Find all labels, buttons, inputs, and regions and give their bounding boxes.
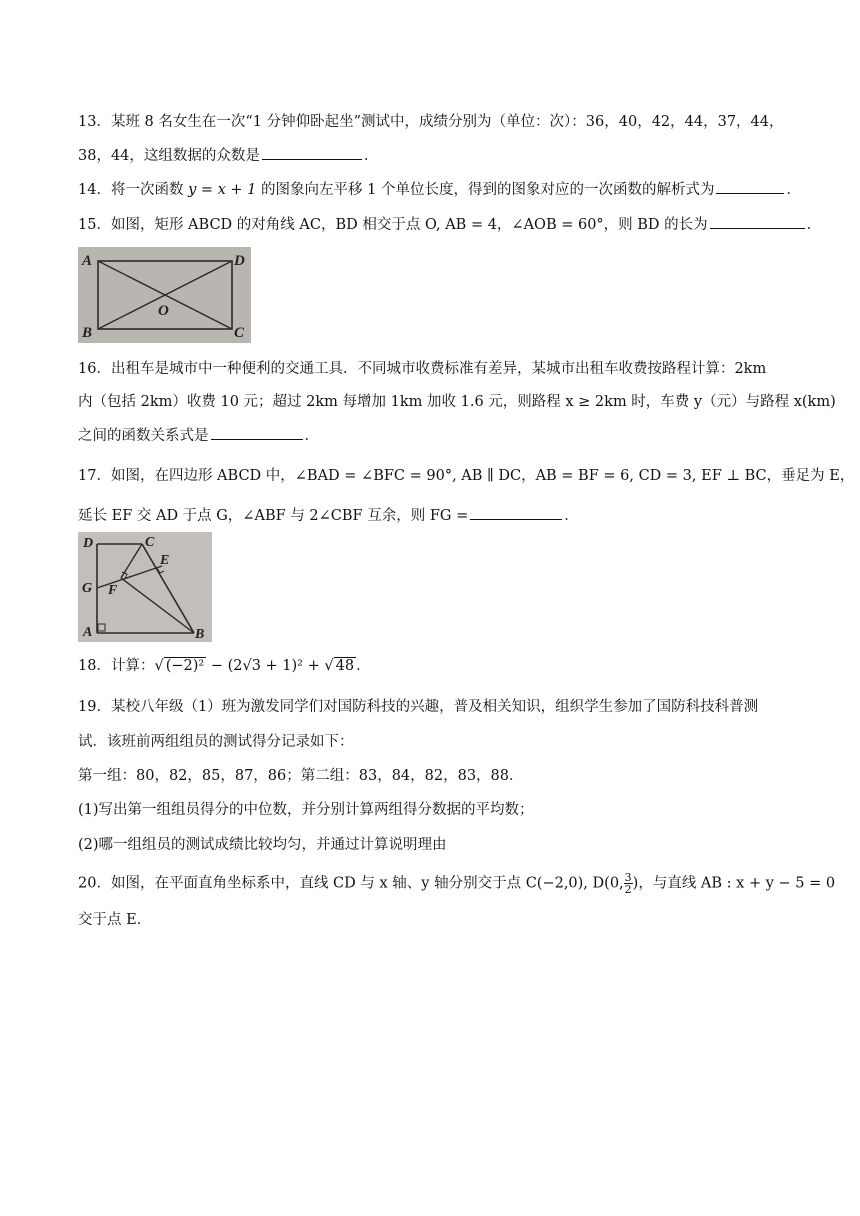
q14-line bbox=[78, 179, 801, 200]
q19-part1: (1)写出第一组组员得分的中位数，并分别计算两组得分数据的平均数； bbox=[78, 802, 534, 818]
q18-middle: − (2√3 + 1)² + bbox=[206, 658, 325, 674]
q16-text: 之间的函数关系式是 bbox=[78, 428, 209, 444]
q18-sqrt-sign-2: √ bbox=[324, 658, 334, 674]
q14-end: ． bbox=[786, 182, 801, 198]
q20-fraction bbox=[624, 872, 633, 895]
q20-line2: 交于点 E． bbox=[78, 912, 152, 928]
q13-line1: 13．某班 8 名女生在一次“1 分钟仰卧起坐”测试中，成绩分别为（单位：次）：36，40，42，44，37，44， bbox=[78, 114, 784, 130]
q17-label-f: F bbox=[108, 583, 118, 598]
q15-label-d: D bbox=[234, 253, 245, 269]
q17-label-a: A bbox=[83, 625, 93, 640]
q18-sqrt-sign-1: √ bbox=[154, 658, 164, 674]
q14-pre: 14．将一次函数 bbox=[78, 182, 189, 198]
q17-end: ． bbox=[564, 508, 579, 524]
q18-pre: 18．计算： bbox=[78, 658, 155, 674]
q15-end: ． bbox=[806, 217, 822, 233]
q15-text: 15．如图，矩形 ABCD 的对角线 AC，BD 相交于点 O, AB = 4，∠AOB = 60°，则 BD 的长为 bbox=[78, 217, 708, 233]
q17-label-d: D bbox=[83, 536, 94, 551]
q15-label-a: A bbox=[82, 253, 93, 269]
q13-text: 38，44，这组数据的众数是 bbox=[78, 148, 260, 164]
q17-line1: 17．如图，在四边形 ABCD 中，∠BAD = ∠BFC = 90°, AB ∥ DC，AB = BF = 6, CD = 3, EF ⊥ BC，垂足为 E， bbox=[78, 468, 855, 484]
q20-paren-close: ) bbox=[632, 875, 639, 892]
q15-label-b: B bbox=[82, 325, 93, 341]
q20-frac-den: 2 bbox=[624, 883, 632, 896]
q16-line3 bbox=[78, 425, 790, 446]
q15-line bbox=[78, 214, 822, 235]
q18-radicand-1: (−2)² bbox=[165, 658, 205, 674]
q14-answer-blank bbox=[716, 179, 784, 194]
q19-line3: 第一组：80，82，85，87，86；第二组：83，84，82，83，88． bbox=[78, 768, 524, 784]
q17-text: 延长 EF 交 AD 于点 G，∠ABF 与 2∠CBF 互余，则 FG = bbox=[78, 508, 469, 524]
q18-line bbox=[78, 656, 790, 676]
q20-post: ，与直线 AB : x + y − 5 = 0 bbox=[638, 875, 836, 892]
q20-line1 bbox=[78, 871, 836, 896]
q14-formula: y = x + 1 bbox=[188, 182, 257, 198]
q17-label-e: E bbox=[160, 553, 170, 568]
q13-answer-blank bbox=[262, 145, 362, 160]
q17-label-c: C bbox=[145, 535, 155, 550]
q20-paren-open: (0, bbox=[604, 875, 624, 892]
q16-line2: 内（包括 2km）收费 10 元；超过 2km 每增加 1km 加收 1.6 元，则路程 x ≥ 2km 时，车费 y（元）与路程 x(km) bbox=[78, 394, 836, 410]
q17-label-g: G bbox=[82, 581, 93, 596]
q13-line2 bbox=[78, 145, 790, 166]
q15-rectangle-figure bbox=[78, 247, 251, 343]
q14-mid: 的图象向左平移 1 个单位长度，得到的图象对应的一次函数的解析式为 bbox=[256, 182, 715, 198]
q17-quadrilateral-figure bbox=[78, 532, 212, 642]
q17-label-b: B bbox=[195, 627, 205, 642]
q19-part2: (2)哪一组组员的测试成绩比较均匀，并通过计算说明理由 bbox=[78, 837, 447, 853]
q20-frac-num: 3 bbox=[624, 871, 632, 884]
q17-line2 bbox=[78, 505, 790, 526]
q16-line1: 16．出租车是城市中一种便利的交通工具．不同城市收费标准有差异，某城市出租车收费按路程计算：2km bbox=[78, 361, 767, 377]
q17-answer-blank bbox=[470, 505, 562, 520]
q18-end: ． bbox=[356, 658, 371, 674]
q13-end: ． bbox=[363, 148, 379, 164]
q15-answer-blank bbox=[710, 214, 805, 229]
q16-end: ． bbox=[304, 428, 319, 444]
q15-label-o: O bbox=[158, 303, 169, 319]
q19-line1: 19．某校八年级（1）班为激发同学们对国防科技的兴趣，普及相关知识，组织学生参加了国防科技科普测 bbox=[78, 699, 759, 715]
q20-pre: 20．如图，在平面直角坐标系中，直线 CD 与 x 轴、y 轴分别交于点 C(−2,0), D bbox=[78, 875, 605, 892]
q18-radicand-2: 48 bbox=[335, 658, 355, 674]
q19-line2: 试．该班前两组组员的测试得分记录如下： bbox=[78, 734, 354, 750]
q16-answer-blank bbox=[211, 425, 303, 440]
q15-label-c: C bbox=[234, 325, 245, 341]
